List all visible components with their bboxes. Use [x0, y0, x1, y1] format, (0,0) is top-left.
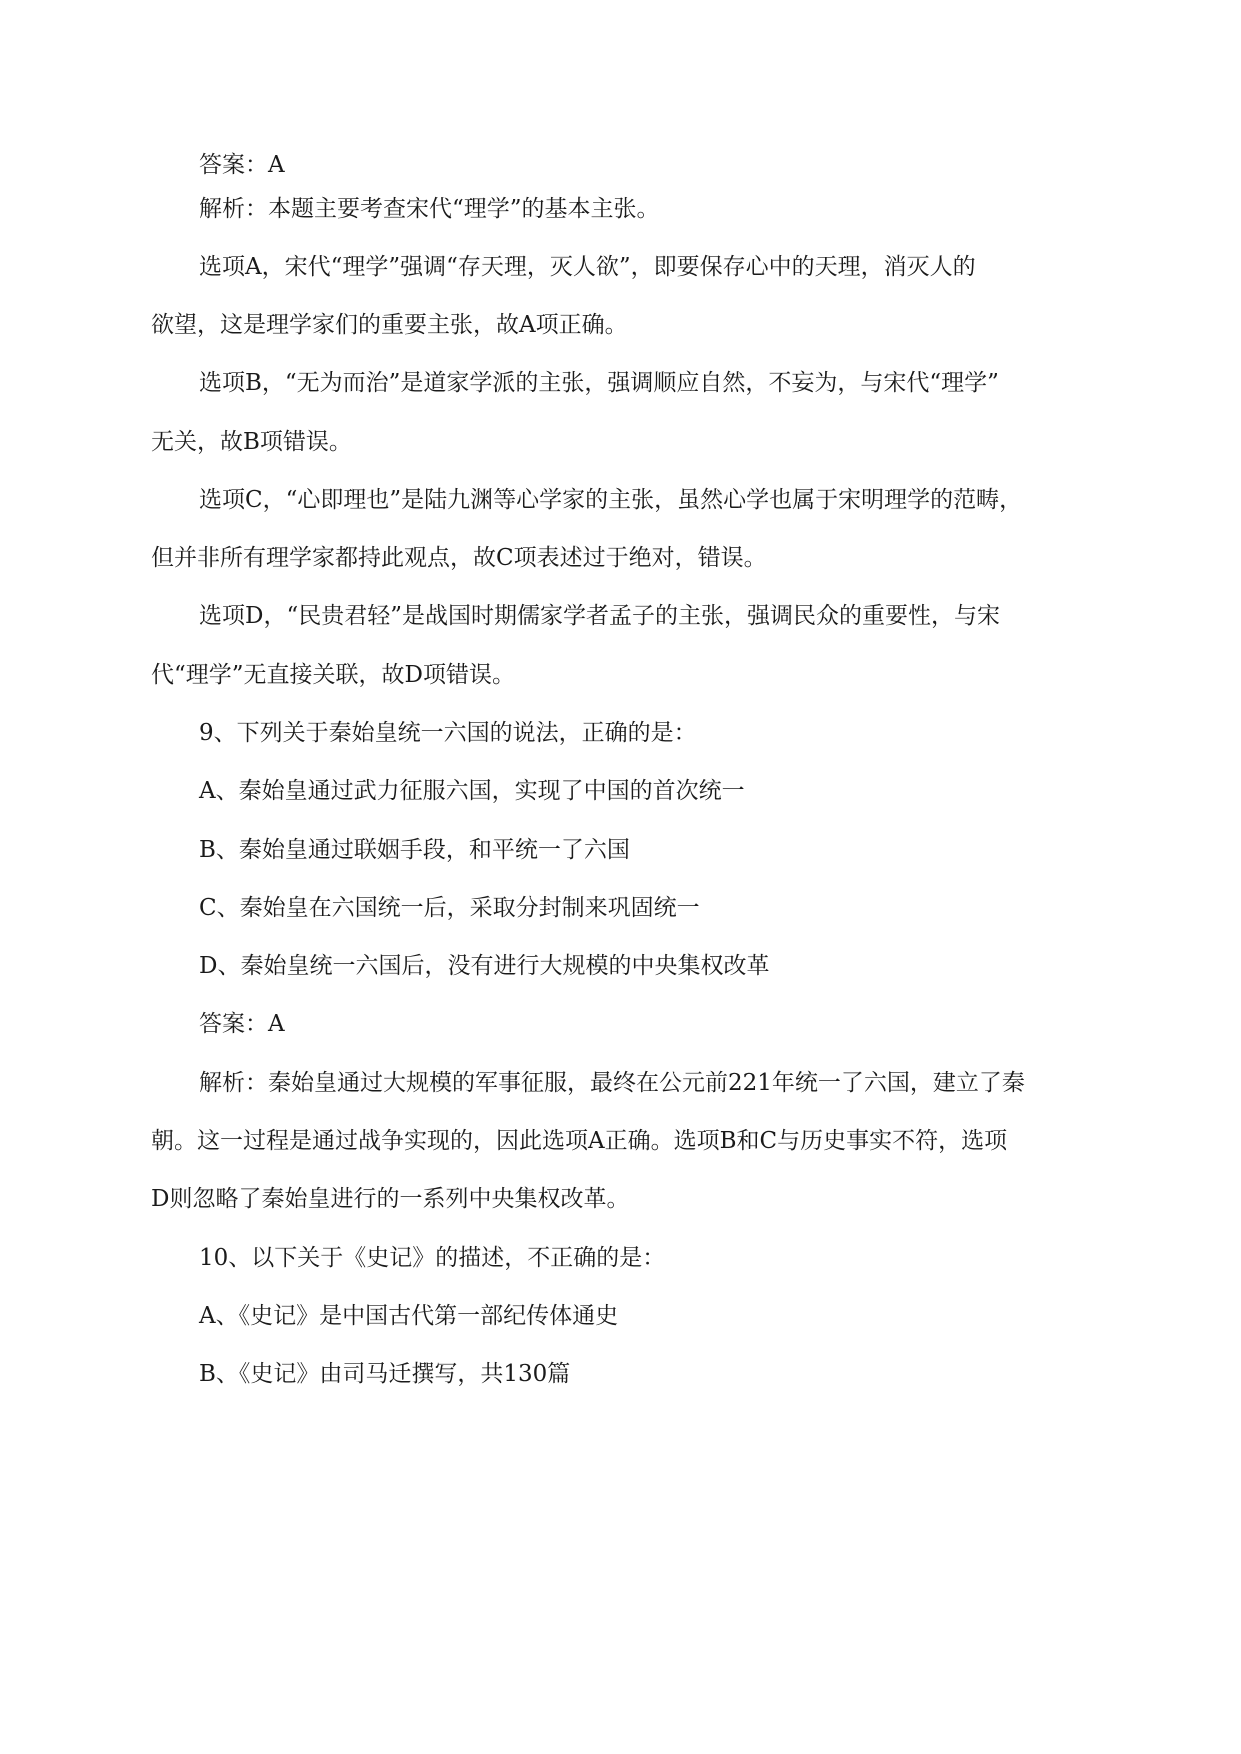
answer-line-q8: 答案：A — [199, 152, 285, 178]
analysis-option-c-line-1: 选项C，“心即理也”是陆九渊等心学家的主张，虽然心学也属于宋明理学的范畴， — [199, 487, 1023, 513]
answer-line-q9: 答案：A — [199, 1011, 285, 1037]
analysis-option-a-line-2: 欲望，这是理学家们的重要主张，故A项正确。 — [151, 312, 628, 338]
analysis-option-a-line-1: 选项A，宋代“理学”强调“存天理，灭人欲”，即要保存心中的天理，消灭人的 — [199, 254, 976, 280]
question-10-option-b: B、《史记》由司马迁撰写，共130篇 — [199, 1361, 571, 1387]
analysis-option-b-line-2: 无关，故B项错误。 — [151, 429, 352, 455]
question-9: 9、下列关于秦始皇统一六国的说法，正确的是： — [199, 720, 697, 746]
analysis-q9-line-2: 朝。这一过程是通过战争实现的，因此选项A正确。选项B和C与历史事实不符，选项 — [151, 1128, 1008, 1154]
analysis-q9-line-3: D则忽略了秦始皇进行的一系列中央集权改革。 — [151, 1186, 630, 1212]
analysis-heading-q8: 解析：本题主要考查宋代“理学”的基本主张。 — [199, 196, 660, 222]
question-9-option-c: C、秦始皇在六国统一后，采取分封制来巩固统一 — [199, 895, 700, 921]
question-9-option-a: A、秦始皇通过武力征服六国，实现了中国的首次统一 — [199, 778, 745, 804]
question-9-option-b: B、秦始皇通过联姻手段，和平统一了六国 — [199, 837, 630, 863]
question-10-option-a: A、《史记》是中国古代第一部纪传体通史 — [199, 1303, 619, 1329]
question-10: 10、以下关于《史记》的描述，不正确的是： — [199, 1245, 666, 1271]
analysis-option-d-line-2: 代“理学”无直接关联，故D项错误。 — [151, 662, 515, 688]
analysis-q9-line-1: 解析：秦始皇通过大规模的军事征服，最终在公元前221年统一了六国，建立了秦 — [199, 1070, 1025, 1096]
analysis-option-d-line-1: 选项D，“民贵君轻”是战国时期儒家学者孟子的主张，强调民众的重要性，与宋 — [199, 603, 1000, 629]
question-9-option-d: D、秦始皇统一六国后，没有进行大规模的中央集权改革 — [199, 953, 770, 979]
analysis-option-b-line-1: 选项B，“无为而治”是道家学派的主张，强调顺应自然，不妄为，与宋代“理学” — [199, 370, 999, 396]
analysis-option-c-line-2: 但并非所有理学家都持此观点，故C项表述过于绝对，错误。 — [151, 545, 767, 571]
